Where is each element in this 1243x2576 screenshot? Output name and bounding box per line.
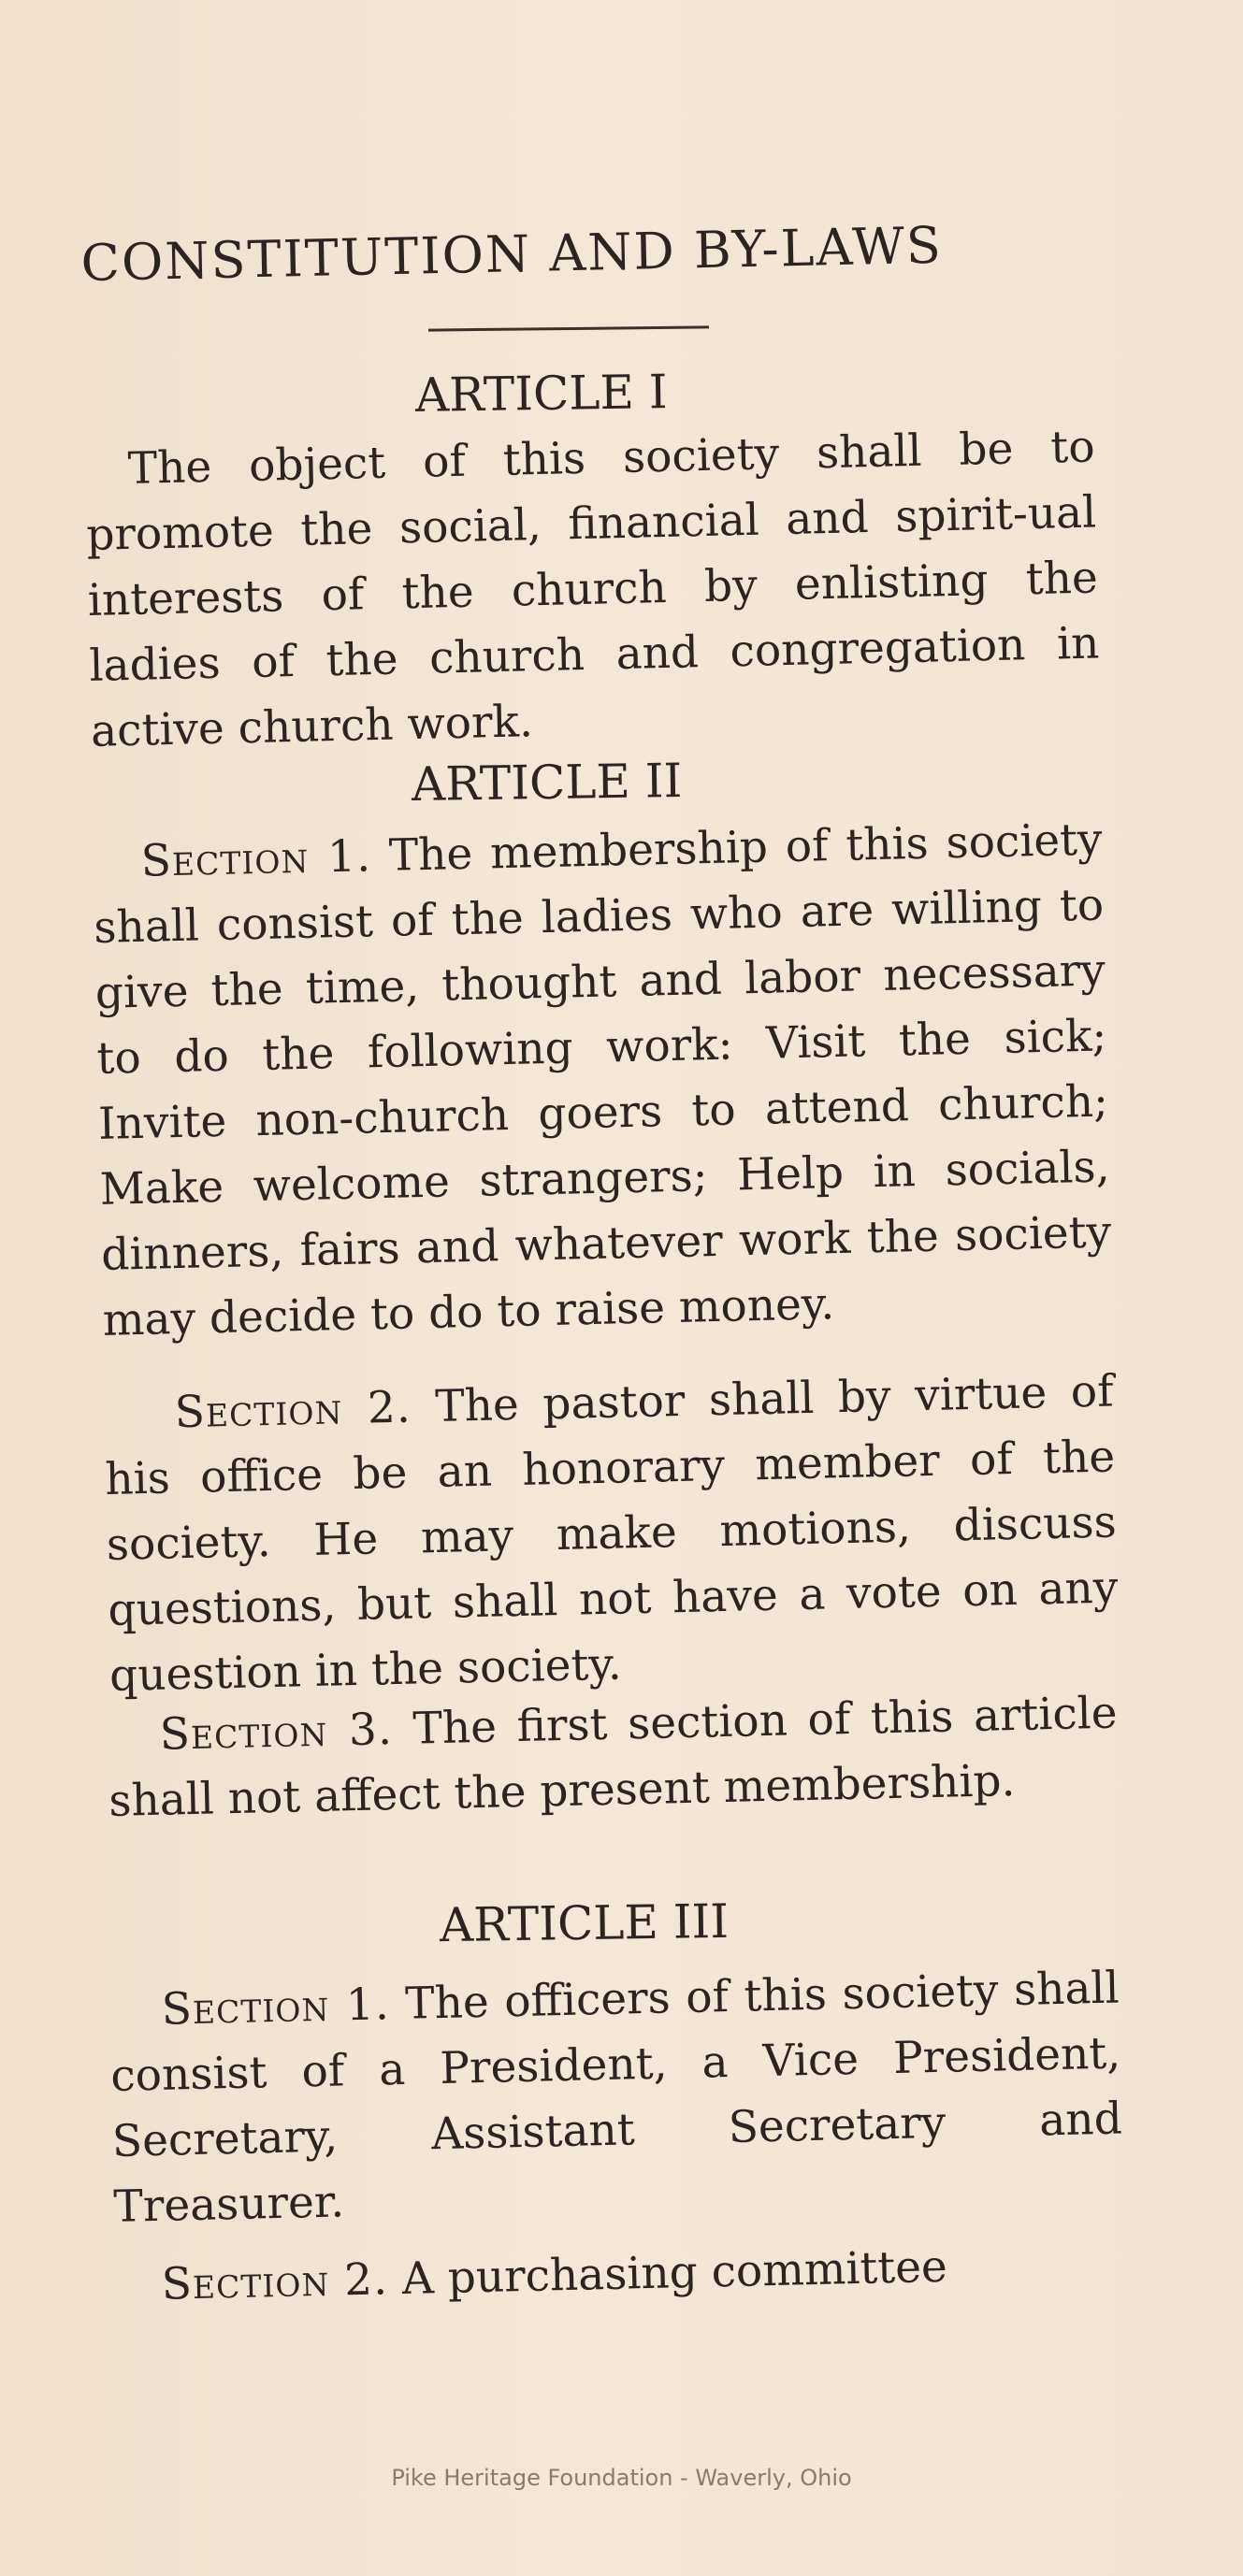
- section-label: Section 3.: [159, 1704, 394, 1761]
- section-text: A purchasing committee: [401, 2240, 948, 2305]
- article-3-section-2: [112, 2230, 1123, 2318]
- section-label: Section 1.: [140, 830, 372, 887]
- section-label: Section 2.: [174, 1381, 412, 1439]
- section-text: The pastor shall by virtue of his office be an honorary member of the society. He may make motions, discuss questions, but shall not have a vote on any question in the society.: [104, 1365, 1119, 1702]
- footer-credit: Pike Heritage Foundation - Waverly, Ohio: [391, 2465, 852, 2491]
- document-title: CONSTITUTION AND BY-LAWS: [80, 215, 944, 293]
- section-text: The first section of this article shall not affect the present membership.: [108, 1687, 1119, 1827]
- article-1-heading: ARTICLE I: [414, 365, 668, 423]
- article-2-section-1: [92, 807, 1113, 1353]
- article-2-section-3: [107, 1680, 1120, 1834]
- section-label: Section 1.: [161, 1979, 391, 2036]
- section-text: The officers of this society shall consist of a President, a Vice President, Secretary, Assistant Secretary and Treasurer.: [109, 1962, 1123, 2233]
- article-1-text: The object of this society shall be to promote the social, financial and spirit-ual interests of the church by enlisting the ladies of the church and congregation in active church work.: [85, 421, 1100, 757]
- article-2-heading: ARTICLE II: [411, 753, 683, 813]
- title-divider: [428, 325, 709, 331]
- article-3-heading: ARTICLE III: [439, 1893, 730, 1953]
- section-label: Section 2.: [161, 2253, 389, 2310]
- article-1-paragraph: [84, 414, 1102, 764]
- article-3-section-1: [108, 1955, 1124, 2239]
- section-text: The membership of this society shall consist of the ladies who are willing to give the time, thought and labor necessary to do the following work: Visit the sick; Invite non-church goers to attend church; Make welcome strangers; Help in socials, dinners, fairs and whatever work the society may decide to do to raise money.: [93, 813, 1112, 1346]
- article-2-section-2: [103, 1359, 1120, 1708]
